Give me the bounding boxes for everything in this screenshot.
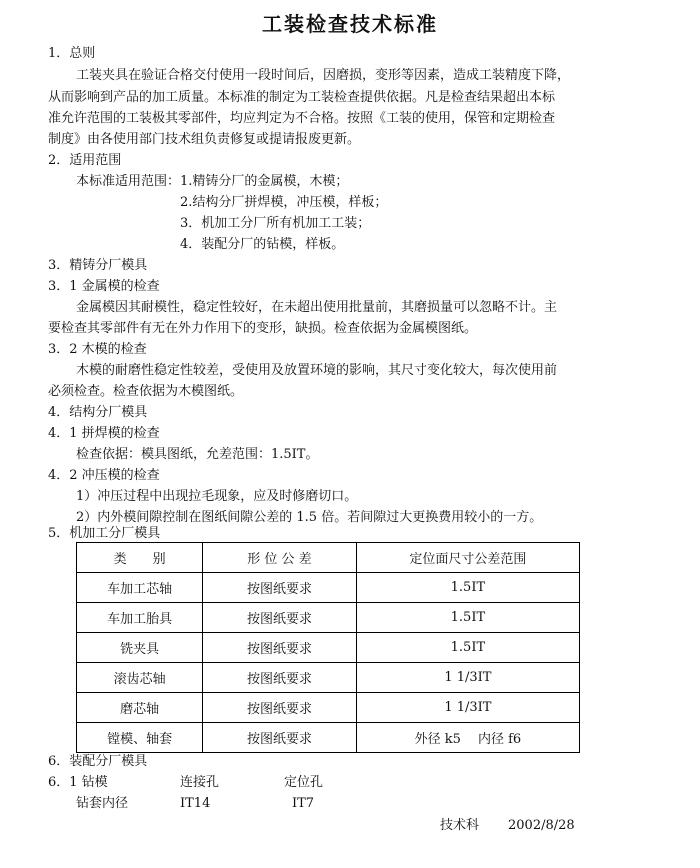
table-row xyxy=(77,603,580,633)
footer-date: 2002/8/28 xyxy=(508,818,575,833)
paragraph-line: 要检查其零部件有无在外力作用下的变形，缺损。检查依据为金属模图纸。 xyxy=(48,321,478,336)
paragraph-line: 2）内外模间隙控制在图纸间隙公差的 1.5 倍。若间隙过大更换费用较小的一方。 xyxy=(76,510,543,525)
table-cell: 外径 k5 内径 f6 xyxy=(356,723,579,753)
table-cell: 按图纸要求 xyxy=(203,663,357,693)
footer-department: 技术科 xyxy=(440,818,480,833)
paragraph-line: 木模的耐磨性稳定性较差，受使用及放置环境的影响，其尺寸变化较大，每次使用前 xyxy=(76,363,558,378)
table-cell: 车加工胎具 xyxy=(77,603,203,633)
section-5-heading: 5．机加工分厂模具 xyxy=(48,526,161,541)
drill-column-label: 定位孔 xyxy=(284,775,324,790)
table-row xyxy=(77,573,580,603)
table-cell: 按图纸要求 xyxy=(203,693,357,723)
scope-line: 本标准适用范围：1.精铸分厂的金属模，木模； xyxy=(76,174,349,189)
table-header-cell: 类 别 xyxy=(77,543,203,573)
table-cell: 1.5IT xyxy=(356,633,579,663)
subsection-heading: 4．2 冲压模的检查 xyxy=(48,468,160,483)
table-header-cell: 形 位 公 差 xyxy=(203,543,357,573)
table-row xyxy=(77,693,580,723)
section-2-heading: 2．适用范围 xyxy=(48,153,122,168)
table-cell: 1 1/3IT xyxy=(356,693,579,723)
scope-line: 2.结构分厂拼焊模，冲压模，样板； xyxy=(180,195,388,210)
table-cell: 磨芯轴 xyxy=(77,693,203,723)
table-header-row xyxy=(77,543,580,573)
table-header-cell: 定位面尺寸公差范围 xyxy=(356,543,579,573)
drill-row-label: 钻套内径 xyxy=(76,796,129,811)
section-1-paragraph-line: 制度》由各使用部门技术组负责修复或提请报废更新。 xyxy=(48,132,361,147)
paragraph-line: 检查依据：模具图纸，允差范围：1.5IT。 xyxy=(76,447,319,462)
subsection-heading: 6．1 钻模 xyxy=(48,775,108,790)
subsection-heading: 3．2 木模的检查 xyxy=(48,342,147,357)
section-1-heading: 1．总则 xyxy=(48,46,96,61)
table-row xyxy=(77,663,580,693)
table-cell: 按图纸要求 xyxy=(203,633,357,663)
section-3-heading: 3．精铸分厂模具 xyxy=(48,258,148,273)
subsection-heading: 3．1 金属模的检查 xyxy=(48,279,160,294)
paragraph-line: 必须检查。检查依据为木模图纸。 xyxy=(48,384,244,399)
subsection-heading: 4．1 拼焊模的检查 xyxy=(48,426,160,441)
table-cell: 铣夹具 xyxy=(77,633,203,663)
table-cell: 1.5IT xyxy=(356,573,579,603)
section-6-heading: 6．装配分厂模具 xyxy=(48,754,148,769)
table-cell: 镗模、轴套 xyxy=(77,723,203,753)
table-row xyxy=(77,633,580,663)
table-cell: 车加工芯轴 xyxy=(77,573,203,603)
table-cell: 按图纸要求 xyxy=(203,723,357,753)
scope-line: 3．机加工分厂所有机加工工装； xyxy=(180,216,371,231)
table-cell: 滚齿芯轴 xyxy=(77,663,203,693)
tolerance-table xyxy=(76,542,580,753)
table-cell: 1 1/3IT xyxy=(356,663,579,693)
drill-value: IT14 xyxy=(180,796,211,811)
paragraph-line: 金属模因其耐模性，稳定性较好，在未超出使用批量前，其磨损量可以忽略不计。主 xyxy=(76,300,558,315)
drill-column-label: 连接孔 xyxy=(180,775,220,790)
section-1-paragraph-line: 从而影响到产品的加工质量。本标准的制定为工装检查提供依据。凡是检查结果超出本标 xyxy=(48,90,556,105)
section-1-paragraph-line: 工装夹具在验证合格交付使用一段时间后，因磨损，变形等因素，造成工装精度下降， xyxy=(76,68,571,83)
scope-line: 4．装配分厂的钻模，样板。 xyxy=(180,237,345,252)
drill-value: IT7 xyxy=(292,796,315,811)
paragraph-line: 1）冲压过程中出现拉毛现象，应及时修磨切口。 xyxy=(76,489,358,504)
table-cell: 按图纸要求 xyxy=(203,573,357,603)
section-4-heading: 4．结构分厂模具 xyxy=(48,405,148,420)
document-title: 工装检查技术标准 xyxy=(262,12,438,36)
table-row xyxy=(77,723,580,753)
table-cell: 按图纸要求 xyxy=(203,603,357,633)
section-1-paragraph-line: 准允许范围的工装极其零部件，均应判定为不合格。按照《工装的使用，保管和定期检查 xyxy=(48,111,556,126)
table-cell: 1.5IT xyxy=(356,603,579,633)
